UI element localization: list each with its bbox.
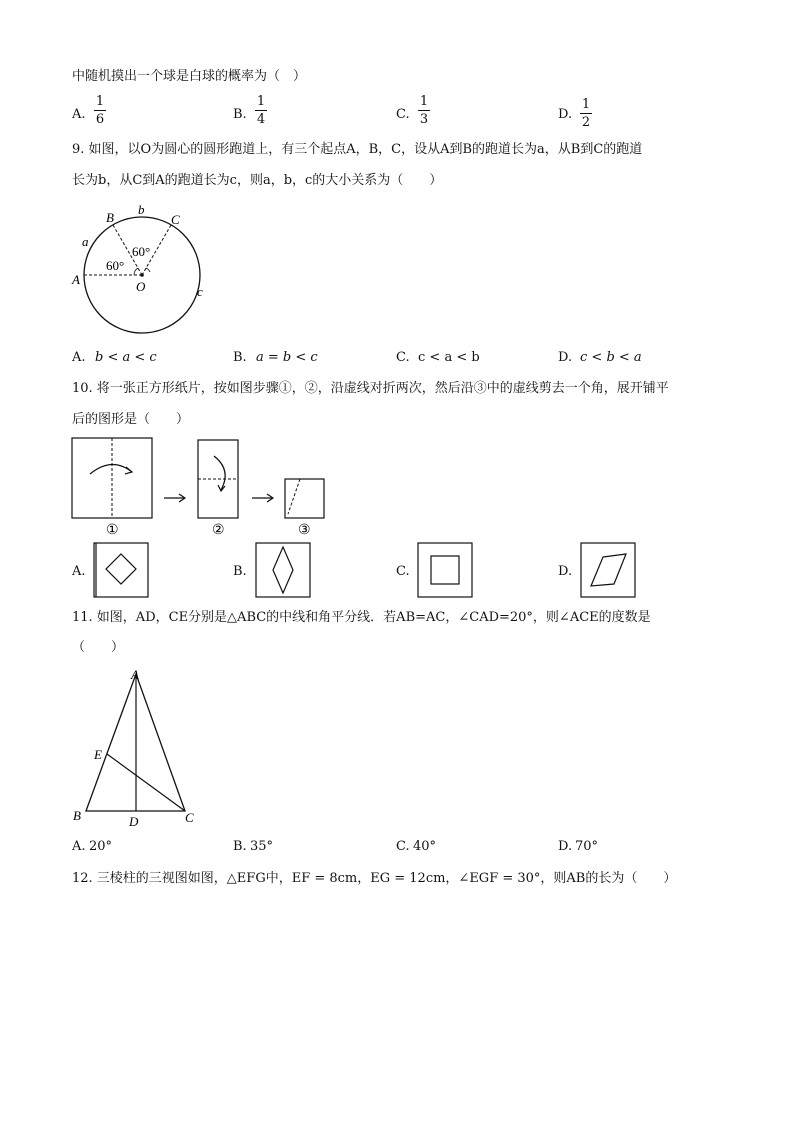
fraction [580, 98, 592, 129]
option-letter: A. [72, 839, 86, 854]
denominator: 2 [581, 115, 591, 130]
bisector-ce [107, 754, 185, 811]
label-o-point: O [136, 279, 146, 294]
label-arc-c: c [197, 284, 203, 299]
label-a: A [131, 667, 139, 682]
q10-stem-line2: 后的图形是（ ） [72, 412, 190, 427]
center-point [140, 273, 144, 277]
label-a-point: A [72, 272, 80, 287]
option-letter: D. [558, 839, 573, 854]
q9-stem-line1: 9. 如图，以O为圆心的圆形跑道上，有三个起点A，B，C，设从A到B的跑道长为a，从B到C的跑道 [72, 142, 643, 157]
option-letter: C. [396, 350, 410, 365]
option-text: 40° [413, 839, 437, 854]
angle-arc-right [146, 268, 150, 272]
option-c-figure [415, 540, 475, 600]
step3-label: ③ [298, 523, 311, 538]
q10-stem-line1: 10. 将一张正方形纸片，按如图步骤①，②，沿虚线对折两次，然后沿③中的虚线剪去一个角，展开铺平 [72, 381, 669, 396]
label-angle-top: 60° [132, 244, 151, 259]
step2-label: ② [212, 523, 225, 538]
option-text: 20° [89, 839, 113, 854]
denominator: 3 [419, 112, 429, 127]
q11-stem-line2: （ ） [72, 640, 125, 655]
parallelogram-shape [591, 554, 626, 586]
option-a-figure [91, 540, 151, 600]
label-angle-left: 60° [106, 258, 125, 273]
option-letter: B. [233, 839, 247, 854]
rhombus-shape [273, 547, 293, 593]
option-letter: B. [233, 350, 247, 365]
option-letter: D. [558, 564, 573, 579]
step1-label: ① [106, 523, 119, 538]
label-arc-a: a [82, 234, 89, 249]
q9-circle-figure [68, 200, 218, 340]
label-c-point: C [171, 212, 180, 227]
step3-square [285, 479, 324, 518]
label-e: E [94, 747, 102, 762]
inner-square-shape [431, 556, 459, 584]
step2-fold-arrow [214, 456, 225, 490]
option-letter: D. [558, 107, 573, 122]
option-text: 70° [575, 839, 599, 854]
step3-cut-line [288, 479, 300, 514]
option-text: 35° [250, 839, 274, 854]
label-b-point: B [106, 210, 114, 225]
option-letter: C. [396, 107, 410, 122]
option-letter: A. [72, 107, 86, 122]
diamond-shape [106, 554, 136, 584]
numerator: 1 [256, 94, 266, 109]
step1-fold-arrow [90, 464, 132, 474]
fraction [255, 95, 267, 126]
label-c: C [185, 810, 194, 825]
label-b: B [73, 808, 81, 823]
q11-triangle-figure [68, 662, 208, 834]
option-letter: A. [72, 564, 86, 579]
q8-stem: 中随机摸出一个球是白球的概率为（ ） [72, 69, 307, 84]
q10-folding-steps-figure [68, 434, 338, 538]
option-letter: B. [233, 107, 247, 122]
denominator: 6 [95, 112, 105, 127]
label-d: D [129, 814, 139, 829]
option-letter: D. [558, 350, 573, 365]
option-letter: C. [396, 839, 410, 854]
angle-arc-left [134, 268, 138, 275]
q9-stem-line2: 长为b，从C到A的跑道长为c，则a，b，c的大小关系为（ ） [72, 173, 443, 188]
denominator: 4 [256, 112, 266, 127]
option-b-figure [253, 540, 313, 600]
option-letter: A. [72, 350, 86, 365]
numerator: 1 [581, 97, 591, 112]
fraction [94, 95, 106, 126]
numerator: 1 [95, 94, 105, 109]
q11-stem-line1: 11. 如图，AD，CE分别是△ABC的中线和角平分线．若AB=AC，∠CAD=20°，则∠ACE的度数是 [72, 610, 651, 625]
option-d-figure [578, 540, 638, 600]
option-letter: B. [233, 564, 247, 579]
option-text: b < a < c [95, 350, 157, 365]
option-text: c < a < b [418, 350, 480, 365]
option-text: a = b < c [256, 350, 318, 365]
option-text: c < b < a [580, 350, 642, 365]
option-letter: C. [396, 564, 410, 579]
label-arc-b: b [138, 202, 145, 217]
q12-stem-line1: 12. 三棱柱的三视图如图，△EFG中，EF = 8cm，EG = 12cm，∠EGF = 30°，则AB的长为（ ） [72, 871, 677, 886]
numerator: 1 [419, 94, 429, 109]
fraction [418, 95, 430, 126]
